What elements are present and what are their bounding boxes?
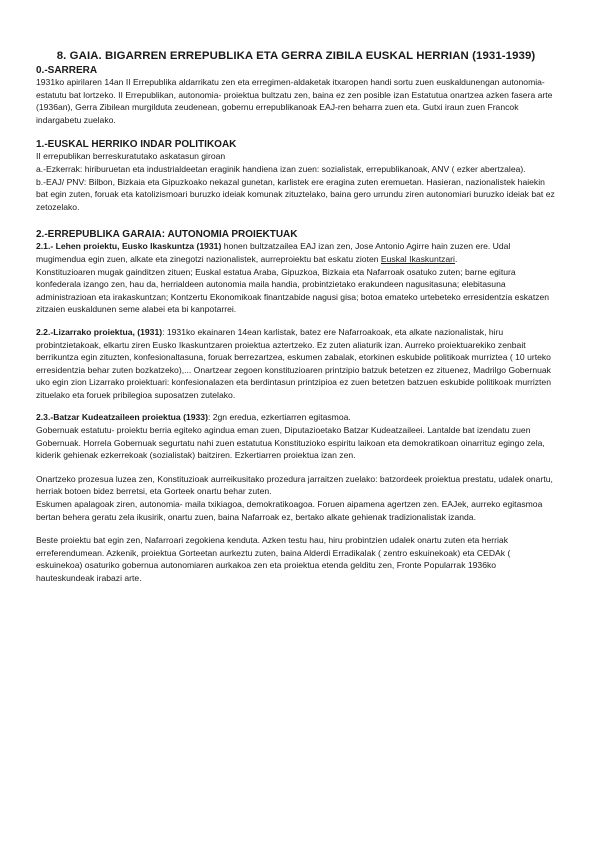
project-3-government: Gobernuak estatutu- proiektu berria egiteko agindua eman zuen, Diputazioetako Batzar Kudeatzaileei. Lantalde bat izendatu zuen Gobernuak. Horrela Gobernuak segurtatu nahi zuen estatutua Konstituzioko espiritu laikoan eta demokratikoan oinarrituz egingo zela, kiderik gehienak ezkerrekoak (sozialistak) baitziren. Ezkertiarren proiektua izan zen. <box>36 425 545 461</box>
project-1-label: 2.1.- Lehen proiektu, Eusko Ikaskuntza (1931) <box>36 241 222 252</box>
political-forces-pnv: b.-EAJ/ PNV: Bilbon, Bizkaia eta Gipuzkoako nekazal gunetan, karlistek ere eragina zuten eremuetan. Hasieran, nazionalistek haiekin bat egin zuten, foruak eta katolizismoari buruzko ideiak komunak zituztelako, baina gero urrundu ziren autonomiari buruzko ideiak bat ez zetozelako. <box>36 176 555 212</box>
section-heading-sarrera: 0.-SARRERA <box>36 65 98 76</box>
project-1-paragraph <box>36 240 556 265</box>
section-autonomy-projects <box>36 229 556 584</box>
political-forces-intro: II errepublikan berreskuratutako askatasun giroan <box>36 151 226 162</box>
section-heading-indar-politikoak: 1.-EUSKAL HERRIKO INDAR POLITIKOAK <box>36 139 237 151</box>
euskal-ikaskuntza-link[interactable]: Euskal Ikaskuntzari <box>380 253 455 264</box>
project-2-text: : 1931ko ekainaren 14ean karlistak, batez ere Nafarroakoak, eta alkate nazionalistak, hiru probintzietakoak, elkartu ziren Eusko Ikaskuntzaren proiektua aztertzeko. Ez zuten aliaturik izan. Aurreko proiektuarekiko zenbait berrikuntza egin zituzten, konfesionaltasuna, foruak berrezartzea, eskumen zabalak, etorkinen eskubide politikoak murriztea ( 10 urteko erresidentzia behar zuten bozkatzeko),... Onartzear zegoen konstituzioaren printzipio batzuk betetzen ez zituenez, Madrilgo Gobernuak uko egin zion Lizarrako proiektuari: konfesionalazen eta berdintasun printzipioa ez zuen betetzen batzuen eskubide politikoak murrizten zituelako eta foruek pribilegioa suposatzen zutelako. <box>36 326 551 400</box>
project-3-label: 2.3.-Batzar Kudeatzaileen proiektua (1933) <box>36 412 208 423</box>
project-3-text: : 2gn eredua, ezkertiarren egitasmoa. <box>207 412 351 423</box>
project-1-text: honen bultzatzailea EAJ izan zen, Jose Antonio Agirre hain zuzen ere. Udal mugimendua egin zuen, alkate eta zinegotzi nazionalistek, aurreproiektu bat eskatu zioten <box>36 241 511 264</box>
section-heading-autonomia-proiektuak: 2.-ERREPUBLIKA GARAIA: AUTONOMIA PROIEKTUAK <box>36 229 298 241</box>
section-political-forces <box>36 139 556 213</box>
document-title: 8. GAIA. BIGARREN ERREPUBLIKA ETA GERRA ZIBILA EUSKAL HERRIAN (1931-1939) <box>56 50 536 62</box>
project-2-label: 2.2.-Lizarrako proiektua, (1931) <box>36 326 163 337</box>
section-introduction <box>36 65 556 126</box>
political-forces-left: a.-Ezkerrak: hiriburuetan eta industrialdeetan eraginik handiena izan zuen: sozialistak, errepublikanoak, ANV ( ezker abertzalea). <box>36 163 526 174</box>
project-2-paragraph <box>36 326 556 402</box>
project-1-end: . <box>454 253 458 264</box>
project-1-details: Konstituzioaren mugak gainditzen zituen; Euskal estatua Araba, Gipuzkoa, Bizkaia eta Nafarroak osatuko zuten; barne egitura konfederala izango zen, hau da, herrialdeen autonomia maila handia, probintzietako erakundeen nagusitasuna; elebitasuna administrazioan eta irakaskuntzan; Kontzertu Ekonomikoak finantzabide nagusi gisa; botoa emateko urtebeteko erresidentzia eskatzen zitzaien euskaldunen seme alabei eta bi kanpotarrei. <box>36 266 550 315</box>
project-3-paragraph <box>36 411 556 424</box>
project-3-powers: Eskumen apalagoak ziren, autonomia- maila txikiagoa, demokratikoagoa. Foruen aipamena agertzen zen. EAJek, aurreko egitasmoa bertan behera geratu zela ikusirik, onartu zuen, baina Nafarroak ez, bertako alkate gehienak tradizionalistak izanda. <box>36 499 543 522</box>
intro-paragraph: 1931ko apirilaren 14an II Errepublika aldarrikatu zen eta erregimen-aldaketak itxaropen handi sortu zuen euskaldunengan autonomia-estatutu bat lortzeko. II Errepublikan, autonomia- proiektua bultzatu zen, baina ez zen posible izan Estatutua onartzea azken fasera arte (1936an), Gerra Zibilean murgilduta zeudenean, gobernu errepublikanoak EAJ-ren beharra zuen eta. Gutxi iraun zuen Francok indargabetu zuelako. <box>36 77 553 125</box>
project-3-outcome: Beste proiektu bat egin zen, Nafarroari zegokiena kenduta. Azken testu hau, hiru probintzien udalek onartu zuten eta herriak erreferendumean. Azkenik, proiektua Gorteetan aurkeztu zuten, baina Alderdi Erradikalak ( zentro eskuinekoak) eta CEDAk ( eskuinekoa) osaturiko gobernua autonomiaren aurkakoa zen eta proiektua etenda gelditu zen, Fronte Popularrak 1936ko hauteskundeak irabazi arte. <box>36 535 511 583</box>
project-3-process: Onartzeko prozesua luzea zen, Konstituzioak aurreikusitako prozedura jarraitzen zuelako: batzordeek proiektua prestatu, udalek onartu, herriak botoen bidez berretsi, eta Gorteek onartu behar zuten. <box>36 473 553 497</box>
